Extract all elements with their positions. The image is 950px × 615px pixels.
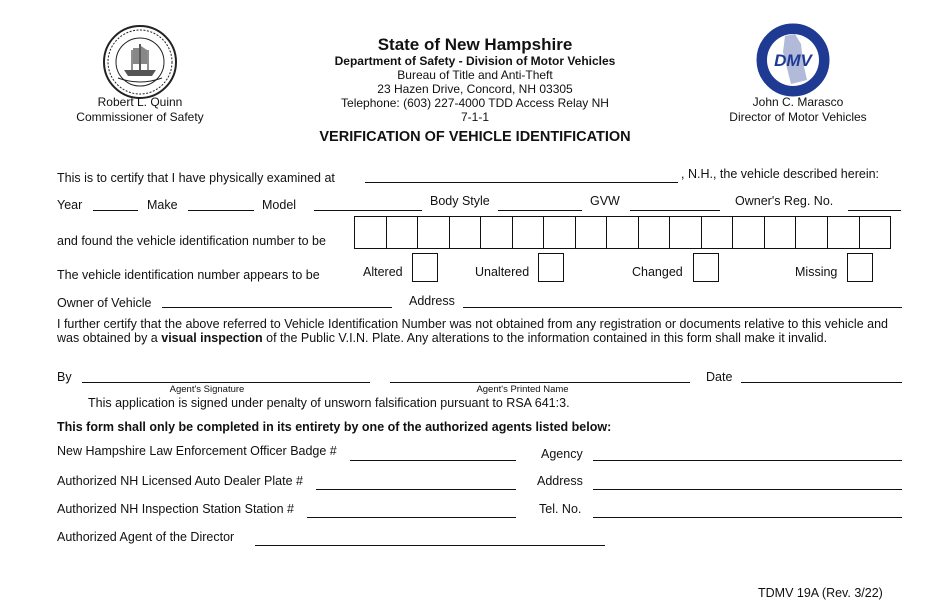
certify-prefix: This is to certify that I have physically examined at: [57, 171, 335, 185]
tel-field[interactable]: [593, 517, 902, 518]
bureau-name: Bureau of Title and Anti-Theft: [397, 68, 553, 82]
missing-checkbox[interactable]: [847, 253, 873, 282]
body-style-label: Body Style: [430, 194, 490, 208]
owner-address-label: Address: [409, 294, 455, 308]
station-label: Authorized NH Inspection Station Station #: [57, 502, 294, 516]
statement-line-1: I further certify that the above referred to Vehicle Identification Number was not obtained from any registration or documents relative to this vehicle and: [57, 317, 888, 331]
officer-label: New Hampshire Law Enforcement Officer Badge #: [57, 444, 337, 458]
vin-char-box[interactable]: [450, 217, 482, 248]
date-label: Date: [706, 370, 733, 384]
vin-found-label: and found the vehicle identification number to be: [57, 234, 326, 248]
owner-address-field[interactable]: [463, 307, 902, 308]
dealer-label: Authorized NH Licensed Auto Dealer Plate #: [57, 474, 303, 488]
dealer-address-label: Address: [537, 474, 583, 488]
vin-char-box[interactable]: [418, 217, 450, 248]
vin-char-box[interactable]: [828, 217, 860, 248]
department-name: Department of Safety - Division of Motor Vehicles: [334, 54, 616, 68]
vin-input-boxes[interactable]: [354, 216, 891, 249]
form-title: VERIFICATION OF VEHICLE IDENTIFICATION: [319, 129, 631, 145]
vin-char-box[interactable]: [481, 217, 513, 248]
examined-location-field[interactable]: [365, 182, 678, 183]
vin-char-box[interactable]: [576, 217, 608, 248]
director-agent-label: Authorized Agent of the Director: [57, 530, 235, 544]
penalty-statement: This application is signed under penalty of unsworn falsification pursuant to RSA 641:3.: [88, 396, 570, 410]
changed-label: Changed: [632, 265, 683, 279]
agent-printed-caption: Agent's Printed Name: [476, 384, 569, 395]
department-address: 23 Hazen Drive, Concord, NH 03305: [377, 82, 573, 96]
make-field[interactable]: [188, 210, 254, 211]
dmv-logo-icon: [755, 22, 831, 98]
appears-label: The vehicle identification number appears to be: [57, 268, 320, 282]
altered-label: Altered: [363, 265, 403, 279]
dealer-plate-field[interactable]: [316, 489, 516, 490]
dmv-logo-text: DMV: [774, 51, 812, 70]
vin-char-box[interactable]: [639, 217, 671, 248]
owner-field[interactable]: [162, 307, 392, 308]
agent-signature-field[interactable]: [82, 382, 370, 383]
vin-char-box[interactable]: [702, 217, 734, 248]
statement-text: of the Public V.I.N. Plate. Any alterations to the information contained in this form shall make it invalid.: [262, 331, 828, 345]
certify-suffix: , N.H., the vehicle described herein:: [681, 167, 880, 181]
commissioner-name: Robert L. Quinn: [97, 95, 183, 109]
statement-emphasis: visual inspection: [161, 331, 263, 345]
agency-label: Agency: [541, 447, 583, 461]
vin-char-box[interactable]: [733, 217, 765, 248]
altered-checkbox[interactable]: [412, 253, 438, 282]
tel-label: Tel. No.: [539, 502, 582, 516]
agency-field[interactable]: [593, 460, 902, 461]
vin-char-box[interactable]: [607, 217, 639, 248]
vin-char-box[interactable]: [544, 217, 576, 248]
vin-char-box[interactable]: [387, 217, 419, 248]
station-number-field[interactable]: [307, 517, 516, 518]
owner-label: Owner of Vehicle: [57, 296, 152, 310]
commissioner-title: Commissioner of Safety: [76, 110, 204, 124]
model-label: Model: [262, 198, 297, 212]
state-seal-icon: [102, 24, 178, 100]
statement-text: was obtained by a: [57, 331, 162, 345]
vin-char-box[interactable]: [513, 217, 545, 248]
vin-char-box[interactable]: [355, 217, 387, 248]
agent-signature-caption: Agent's Signature: [169, 384, 245, 395]
form-number: TDMV 19A (Rev. 3/22): [758, 586, 883, 600]
year-label: Year: [57, 198, 83, 212]
missing-label: Missing: [795, 265, 838, 279]
dealer-address-field[interactable]: [593, 489, 902, 490]
director-title: Director of Motor Vehicles: [729, 110, 867, 124]
unaltered-checkbox[interactable]: [538, 253, 564, 282]
body-style-field[interactable]: [498, 210, 582, 211]
gvw-label: GVW: [590, 194, 620, 208]
director-name: John C. Marasco: [752, 95, 844, 109]
vin-char-box[interactable]: [860, 217, 891, 248]
vin-char-box[interactable]: [796, 217, 828, 248]
agents-notice: This form shall only be completed in its entirety by one of the authorized agents listed below:: [57, 420, 612, 434]
director-agent-field[interactable]: [255, 545, 605, 546]
gvw-field[interactable]: [630, 210, 720, 211]
owner-reg-field[interactable]: [848, 210, 901, 211]
changed-checkbox[interactable]: [693, 253, 719, 282]
vin-char-box[interactable]: [670, 217, 702, 248]
make-label: Make: [147, 198, 178, 212]
statement-line-2: [57, 331, 827, 345]
date-field[interactable]: [741, 382, 902, 383]
year-field[interactable]: [93, 210, 138, 211]
vin-char-box[interactable]: [765, 217, 797, 248]
badge-number-field[interactable]: [350, 460, 516, 461]
state-title: State of New Hampshire: [377, 35, 573, 54]
unaltered-label: Unaltered: [475, 265, 530, 279]
agent-printed-name-field[interactable]: [390, 382, 690, 383]
by-label: By: [57, 370, 72, 384]
owner-reg-label: Owner's Reg. No.: [735, 194, 834, 208]
department-code: 7-1-1: [460, 110, 489, 124]
department-phone: Telephone: (603) 227-4000 TDD Access Relay NH: [341, 96, 609, 110]
model-field[interactable]: [314, 210, 422, 211]
